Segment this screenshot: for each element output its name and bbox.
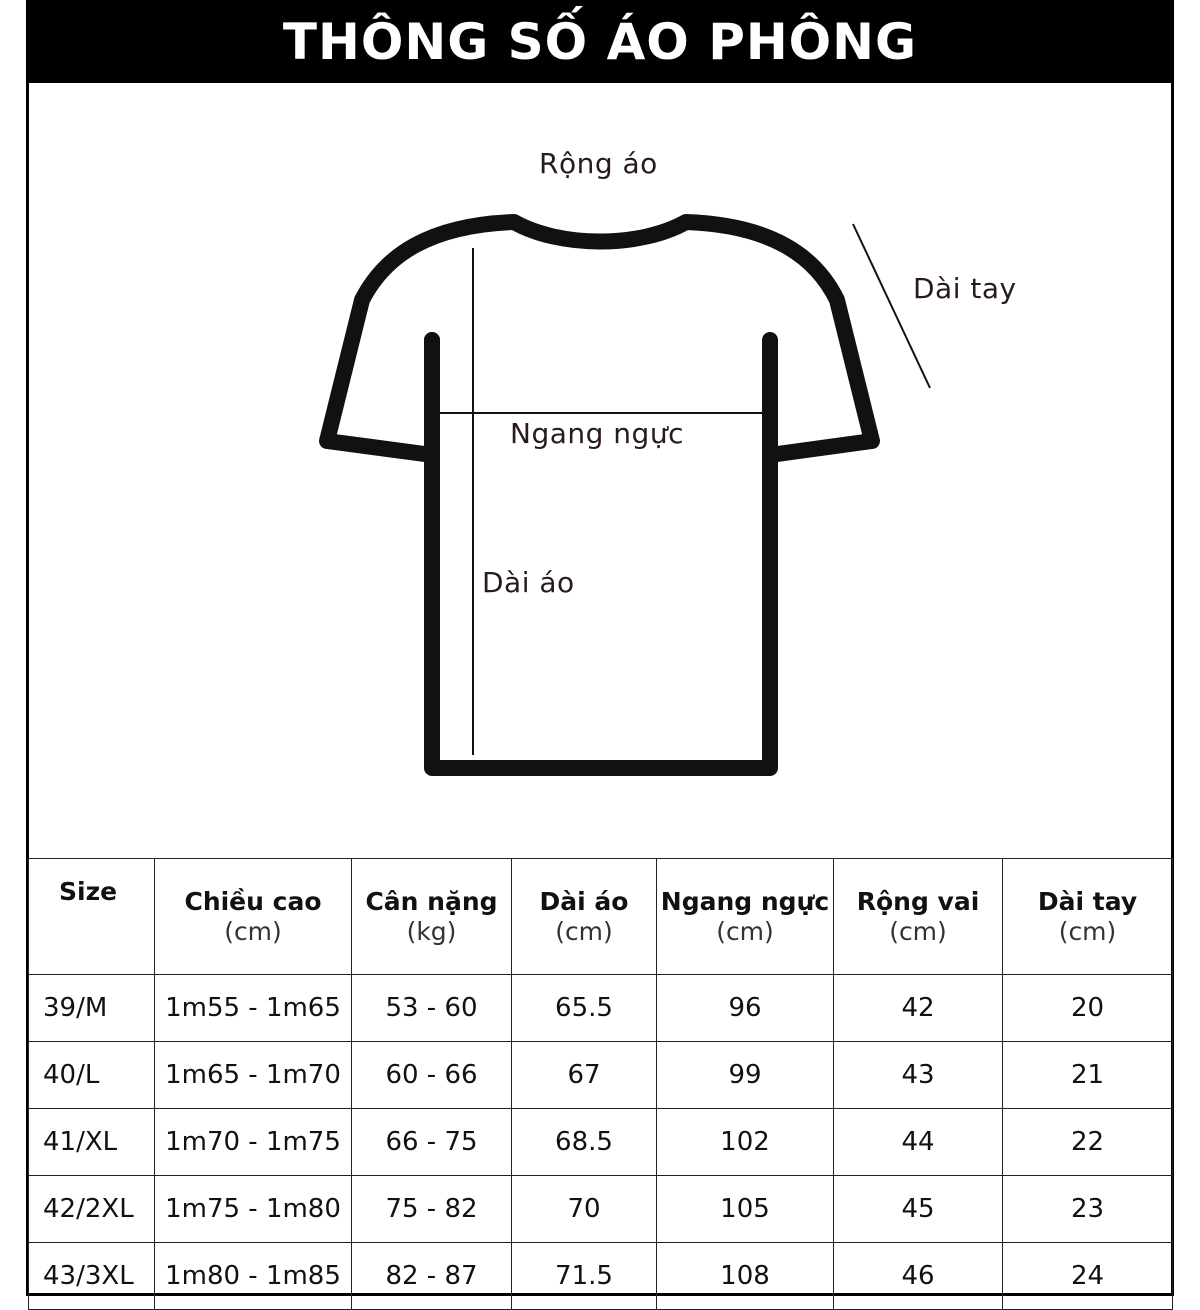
cell-body-length: 71.5 [512, 1243, 657, 1310]
sleeve-length-measure-line [853, 224, 930, 388]
cell-height: 1m75 - 1m80 [155, 1176, 352, 1243]
cell-weight: 75 - 82 [352, 1176, 512, 1243]
cell-size: 41/XL [29, 1109, 155, 1176]
tshirt-outline-icon [0, 83, 1200, 858]
tshirt-diagram [0, 83, 1200, 858]
cell-weight: 82 - 87 [352, 1243, 512, 1310]
cell-weight: 60 - 66 [352, 1042, 512, 1109]
cell-sleeve-length: 22 [1003, 1109, 1173, 1176]
cell-weight: 53 - 60 [352, 975, 512, 1042]
page-title: THÔNG SỐ ÁO PHÔNG [282, 12, 918, 71]
tshirt-body-outline [327, 222, 872, 768]
header-height: Chiều cao (cm) [155, 859, 352, 975]
cell-body-length: 70 [512, 1176, 657, 1243]
cell-sleeve-length: 24 [1003, 1243, 1173, 1310]
cell-size: 40/L [29, 1042, 155, 1109]
table-row [29, 1109, 1173, 1176]
header-weight: Cân nặng (kg) [352, 859, 512, 975]
cell-chest-width: 102 [657, 1109, 834, 1176]
header-chest-width: Ngang ngực (cm) [657, 859, 834, 975]
header-shoulder-width: Rộng vai (cm) [834, 859, 1003, 975]
cell-shoulder-width: 45 [834, 1176, 1003, 1243]
table-row [29, 1176, 1173, 1243]
cell-sleeve-length: 23 [1003, 1176, 1173, 1243]
header-sleeve-length: Dài tay (cm) [1003, 859, 1173, 975]
table-row [29, 975, 1173, 1042]
title-bar [26, 0, 1174, 83]
cell-height: 1m65 - 1m70 [155, 1042, 352, 1109]
cell-weight: 66 - 75 [352, 1109, 512, 1176]
cell-body-length: 67 [512, 1042, 657, 1109]
label-shoulder-width: Rộng áo [539, 147, 658, 180]
cell-sleeve-length: 20 [1003, 975, 1173, 1042]
label-body-length: Dài áo [482, 566, 575, 599]
cell-shoulder-width: 46 [834, 1243, 1003, 1310]
cell-chest-width: 105 [657, 1176, 834, 1243]
table-row [29, 1243, 1173, 1310]
cell-shoulder-width: 44 [834, 1109, 1003, 1176]
header-size: Size [29, 859, 155, 975]
table-header-row [29, 859, 1173, 975]
cell-chest-width: 108 [657, 1243, 834, 1310]
cell-shoulder-width: 43 [834, 1042, 1003, 1109]
cell-height: 1m55 - 1m65 [155, 975, 352, 1042]
cell-size: 42/2XL [29, 1176, 155, 1243]
size-table [28, 858, 1173, 1310]
cell-sleeve-length: 21 [1003, 1042, 1173, 1109]
label-chest-width: Ngang ngực [510, 417, 684, 450]
cell-chest-width: 99 [657, 1042, 834, 1109]
cell-height: 1m70 - 1m75 [155, 1109, 352, 1176]
header-body-length: Dài áo (cm) [512, 859, 657, 975]
cell-shoulder-width: 42 [834, 975, 1003, 1042]
cell-size: 43/3XL [29, 1243, 155, 1310]
label-sleeve-length: Dài tay [913, 272, 1017, 305]
cell-size: 39/M [29, 975, 155, 1042]
cell-height: 1m80 - 1m85 [155, 1243, 352, 1310]
table-row [29, 1042, 1173, 1109]
cell-body-length: 68.5 [512, 1109, 657, 1176]
cell-chest-width: 96 [657, 975, 834, 1042]
cell-body-length: 65.5 [512, 975, 657, 1042]
